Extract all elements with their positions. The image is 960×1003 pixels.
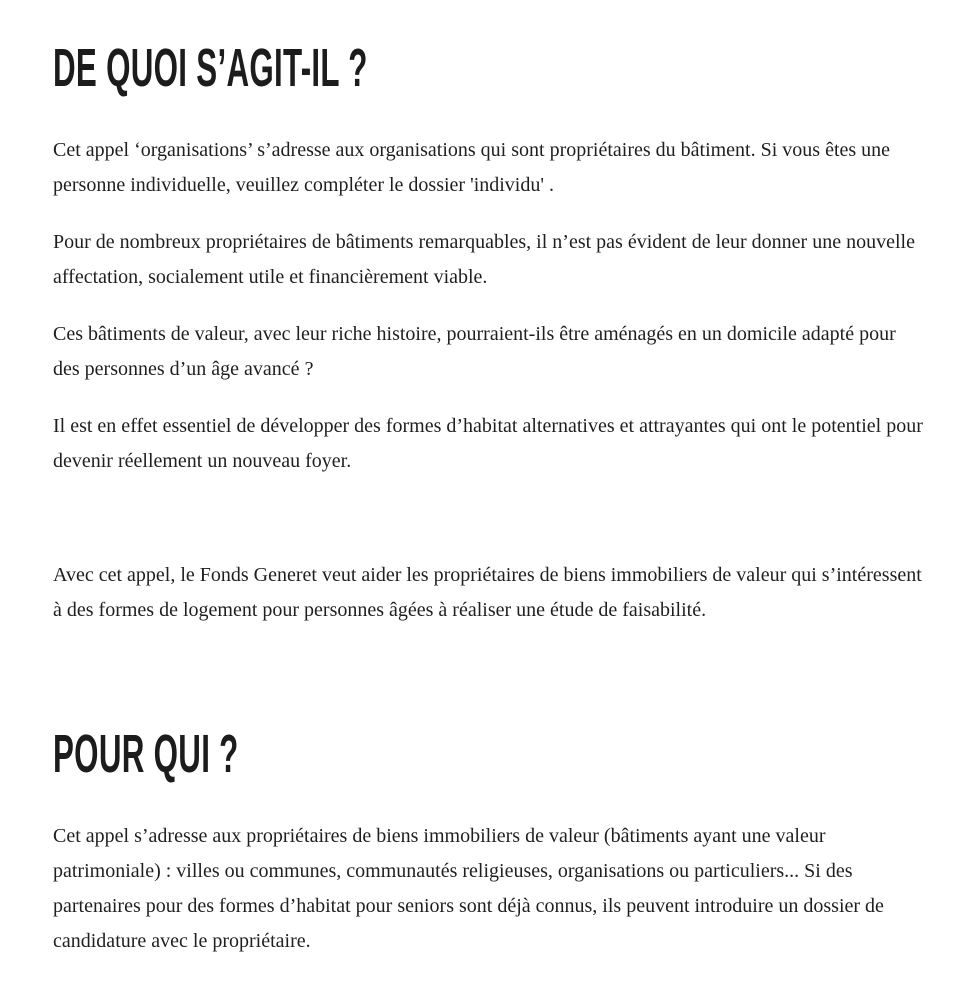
paragraph-destinataires: Cet appel s’adresse aux propriétaires de biens immobiliers de valeur (bâtiments ayant une valeur patrimoniale) : villes ou communes, communautés religieuses, organisations ou particuliers... Si des partenaires pour des formes d’habitat pour seniors sont déjà connus, ils peuvent introduire un dossier de candidature avec le propriétaire. xyxy=(53,825,884,952)
section-title-text: DE QUOI S’AGIT-IL ? xyxy=(53,38,368,98)
paragraph-batiments-valeur: Ces bâtiments de valeur, avec leur riche histoire, pourraient-ils être aménagés en un domicile adapté pour des personnes d’un âge avancé ? xyxy=(53,323,896,380)
section-title-pour-qui xyxy=(53,726,925,783)
paragraph-habitat-alternatif: Il est en effet essentiel de développer des formes d’habitat alternatives et attrayantes qui ont le potentiel pour devenir réellement un nouveau foyer. xyxy=(53,415,923,472)
section-de-quoi xyxy=(53,40,925,628)
section-title-de-quoi xyxy=(53,40,925,97)
paragraph-fonds-generet: Avec cet appel, le Fonds Generet veut aider les propriétaires de biens immobiliers de valeur qui s’intéressent à des formes de logement pour personnes âgées à réaliser une étude de faisabilité. xyxy=(53,564,922,621)
section-title-text: POUR QUI ? xyxy=(53,724,239,784)
paragraph-intro-organisations: Cet appel ‘organisations’ s’adresse aux organisations qui sont propriétaires du bâtiment. Si vous êtes une personne individuelle, veuillez compléter le dossier 'individu' . xyxy=(53,139,891,196)
paragraph-proprietaires-batiments: Pour de nombreux propriétaires de bâtiments remarquables, il n’est pas évident de leur donner une nouvelle affectation, socialement utile et financièrement viable. xyxy=(53,231,915,288)
empty-line xyxy=(53,501,925,536)
section-pour-qui xyxy=(53,726,925,959)
